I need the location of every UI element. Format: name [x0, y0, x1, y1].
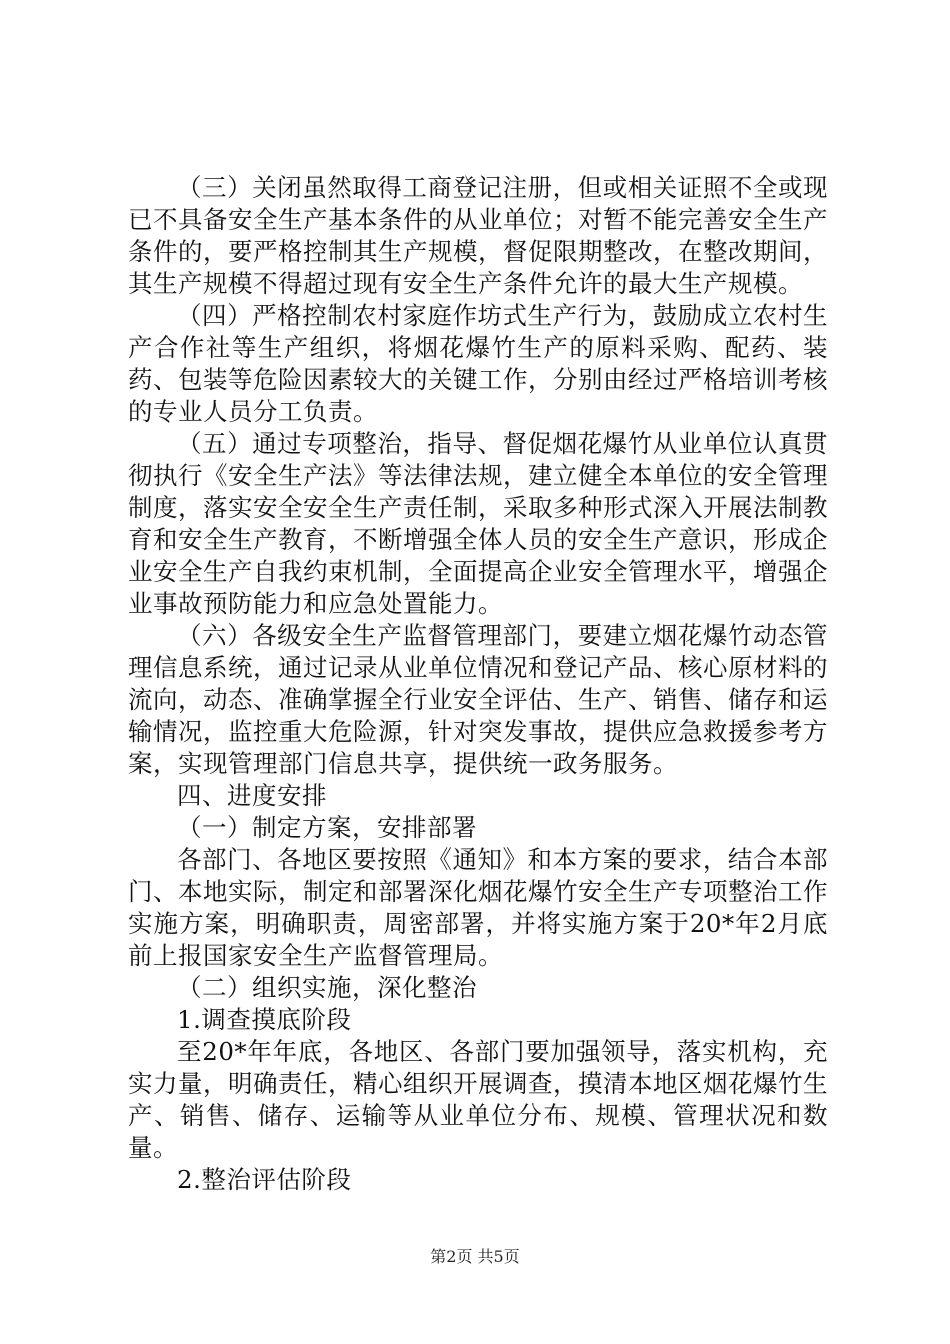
- subheading-survey-stage: 1.调查摸底阶段: [177, 1005, 352, 1034]
- subheading-plan: （一）制定方案，安排部署: [177, 813, 477, 842]
- paragraph-survey: 至20*年年底，各地区、各部门要加强领导，落实机构，充实力量，明确责任，精心组织开展调查，摸清本地区烟花爆竹生产、销售、储存、运输等从业单位分布、规模、管理状况和数量。: [128, 1037, 828, 1162]
- subheading-rectification-stage: 2.整治评估阶段: [177, 1165, 352, 1194]
- paragraph-section-4: （四）严格控制农村家庭作坊式生产行为，鼓励成立农村生产合作社等生产组织，将烟花爆竹生产的原料采购、配药、装药、包装等危险因素较大的关键工作，分别由经过严格培训考核的专业人员分工负责。: [128, 301, 828, 426]
- paragraph-plan: 各部门、各地区要按照《通知》和本方案的要求，结合本部门、本地实际，制定和部署深化烟花爆竹安全生产专项整治工作实施方案，明确职责，周密部署，并将实施方案于20*年2月底前上报国家安全生产监督管理局。: [128, 845, 828, 970]
- subheading-implementation: （二）组织实施，深化整治: [177, 973, 477, 1002]
- paragraph-section-3: （三）关闭虽然取得工商登记注册，但或相关证照不全或现已不具备安全生产基本条件的从业单位；对暂不能完善安全生产条件的，要严格控制其生产规模，督促限期整改，在整改期间，其生产规模不得超过现有安全生产条件允许的最大生产规模。: [128, 173, 828, 298]
- paragraph-section-5: （五）通过专项整治，指导、督促烟花爆竹从业单位认真贯彻执行《安全生产法》等法律法规，建立健全本单位的安全管理制度，落实安全安全生产责任制，采取多种形式深入开展法制教育和安全生产教育，不断增强全体人员的安全生产意识，形成企业安全生产自我约束机制，全面提高企业安全管理水平，增强企业事故预防能力和应急处置能力。: [128, 429, 828, 618]
- heading-schedule: 四、进度安排: [177, 781, 327, 810]
- document-body: [128, 172, 828, 1196]
- paragraph-section-6: （六）各级安全生产监督管理部门，要建立烟花爆竹动态管理信息系统，通过记录从业单位情况和登记产品、核心原材料的流向，动态、准确掌握全行业安全评估、生产、销售、储存和运输情况，监控重大危险源，针对突发事故，提供应急救援参考方案，实现管理部门信息共享，提供统一政务服务。: [128, 621, 828, 778]
- page-footer: 第2页 共5页: [430, 1247, 520, 1266]
